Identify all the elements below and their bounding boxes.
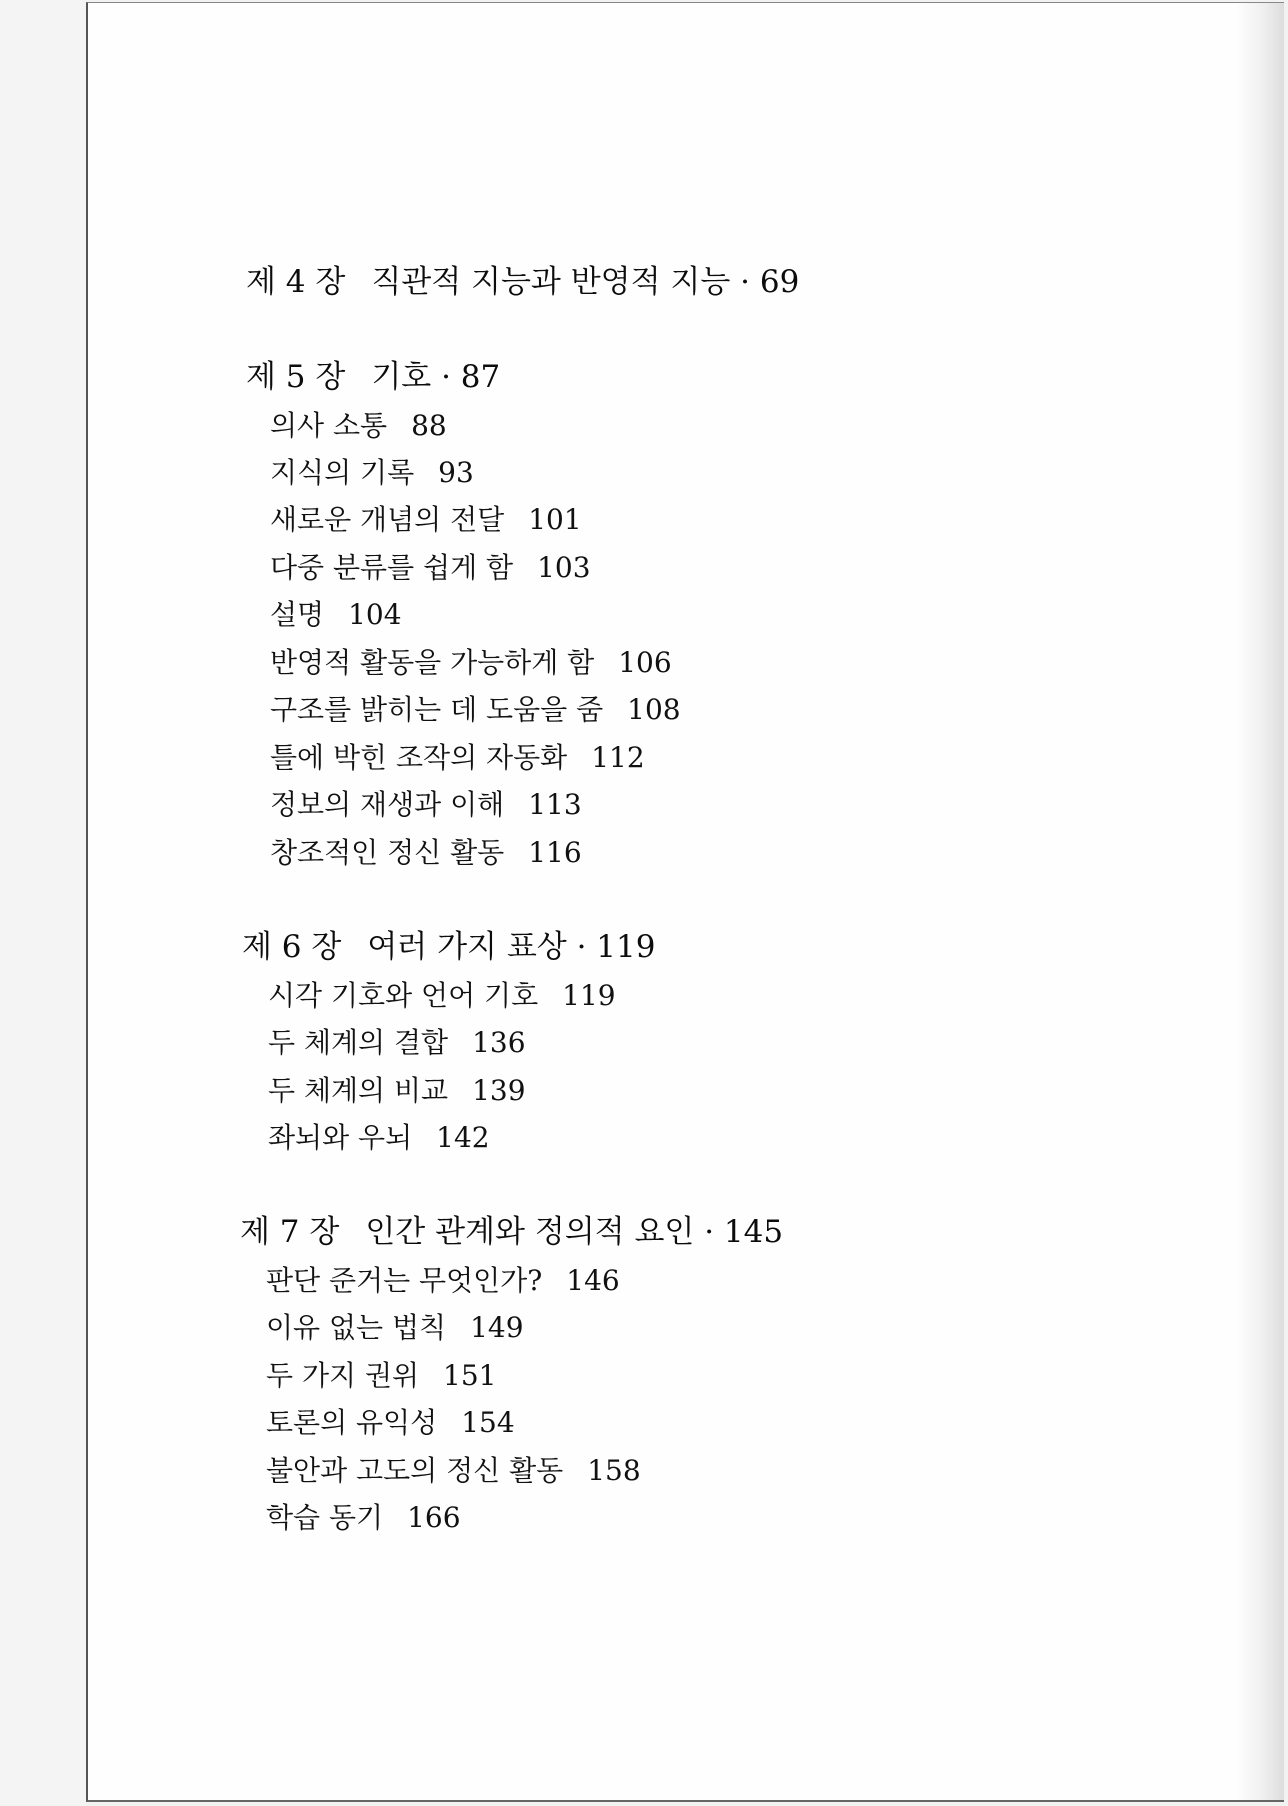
section-title: 정보의 재생과 이해 xyxy=(270,788,505,821)
section-title: 불안과 고도의 정신 활동 xyxy=(266,1454,564,1487)
toc-entry xyxy=(270,406,447,446)
section-title: 반영적 활동을 가능하게 함 xyxy=(270,646,595,679)
section-title: 구조를 밝히는 데 도움을 줌 xyxy=(270,693,604,726)
section-page-number: 108 xyxy=(627,693,681,726)
toc-entry xyxy=(270,690,681,730)
chapter-title: 직관적 지능과 반영적 지능 · 69 xyxy=(371,264,800,300)
chapter-label: 제 4 장 xyxy=(246,264,346,300)
toc-entry xyxy=(270,595,402,635)
section-page-number: 116 xyxy=(528,836,582,869)
section-title: 의사 소통 xyxy=(270,409,388,442)
toc-entry xyxy=(266,1308,524,1348)
section-title: 두 가지 권위 xyxy=(266,1359,420,1392)
section-page-number: 136 xyxy=(472,1026,526,1059)
toc-entry xyxy=(266,1498,461,1538)
toc-entry xyxy=(270,500,582,540)
chapter-label: 제 5 장 xyxy=(246,359,346,395)
section-page-number: 149 xyxy=(470,1311,524,1344)
toc-entry xyxy=(268,1071,526,1111)
toc-entry xyxy=(270,785,582,825)
section-page-number: 112 xyxy=(591,741,645,774)
toc-entry xyxy=(270,453,474,493)
toc-entry xyxy=(266,1403,515,1443)
toc-entry xyxy=(266,1261,620,1301)
chapter-label: 제 7 장 xyxy=(240,1214,340,1250)
section-title: 두 체계의 결합 xyxy=(268,1026,449,1059)
section-title: 틀에 박힌 조작의 자동화 xyxy=(270,741,568,774)
chapter-heading-4 xyxy=(246,262,799,302)
toc-entry xyxy=(268,1023,526,1063)
section-page-number: 142 xyxy=(436,1121,490,1154)
chapter-heading-7 xyxy=(240,1212,783,1252)
section-page-number: 151 xyxy=(443,1359,497,1392)
table-of-contents xyxy=(88,3,1284,1800)
section-title: 지식의 기록 xyxy=(270,456,415,489)
section-page-number: 113 xyxy=(528,788,582,821)
toc-entry xyxy=(270,738,645,778)
chapter-label: 제 6 장 xyxy=(242,929,342,965)
section-page-number: 104 xyxy=(348,598,402,631)
section-title: 판단 준거는 무엇인가? xyxy=(266,1264,543,1297)
section-title: 시각 기호와 언어 기호 xyxy=(268,979,539,1012)
section-page-number: 154 xyxy=(461,1406,515,1439)
section-page-number: 146 xyxy=(566,1264,620,1297)
section-page-number: 101 xyxy=(528,503,582,536)
section-title: 새로운 개념의 전달 xyxy=(270,503,505,536)
section-page-number: 166 xyxy=(407,1501,461,1534)
section-page-number: 103 xyxy=(537,551,591,584)
toc-entry xyxy=(270,833,582,873)
chapter-heading-6 xyxy=(242,927,655,967)
toc-entry xyxy=(266,1356,497,1396)
toc-entry xyxy=(268,976,616,1016)
section-title: 토론의 유익성 xyxy=(266,1406,438,1439)
section-title: 좌뇌와 우뇌 xyxy=(268,1121,413,1154)
toc-entry xyxy=(270,643,672,683)
chapter-title: 기호 · 87 xyxy=(371,359,501,395)
section-title: 두 체계의 비교 xyxy=(268,1074,449,1107)
chapter-title: 인간 관계와 정의적 요인 · 145 xyxy=(365,1214,784,1250)
section-title: 학습 동기 xyxy=(266,1501,384,1534)
section-page-number: 119 xyxy=(562,979,616,1012)
section-page-number: 158 xyxy=(587,1454,641,1487)
chapter-title: 여러 가지 표상 · 119 xyxy=(367,929,656,965)
section-page-number: 88 xyxy=(411,409,447,442)
section-page-number: 93 xyxy=(438,456,474,489)
toc-entry xyxy=(270,548,591,588)
section-page-number: 139 xyxy=(472,1074,526,1107)
toc-entry xyxy=(268,1118,490,1158)
section-title: 설명 xyxy=(270,598,325,631)
section-title: 다중 분류를 쉽게 함 xyxy=(270,551,514,584)
book-page xyxy=(86,2,1284,1802)
scan-left-margin xyxy=(0,0,86,1806)
toc-entry xyxy=(266,1451,641,1491)
section-title: 창조적인 정신 활동 xyxy=(270,836,505,869)
chapter-heading-5 xyxy=(246,357,500,397)
section-page-number: 106 xyxy=(618,646,672,679)
section-title: 이유 없는 법칙 xyxy=(266,1311,447,1344)
